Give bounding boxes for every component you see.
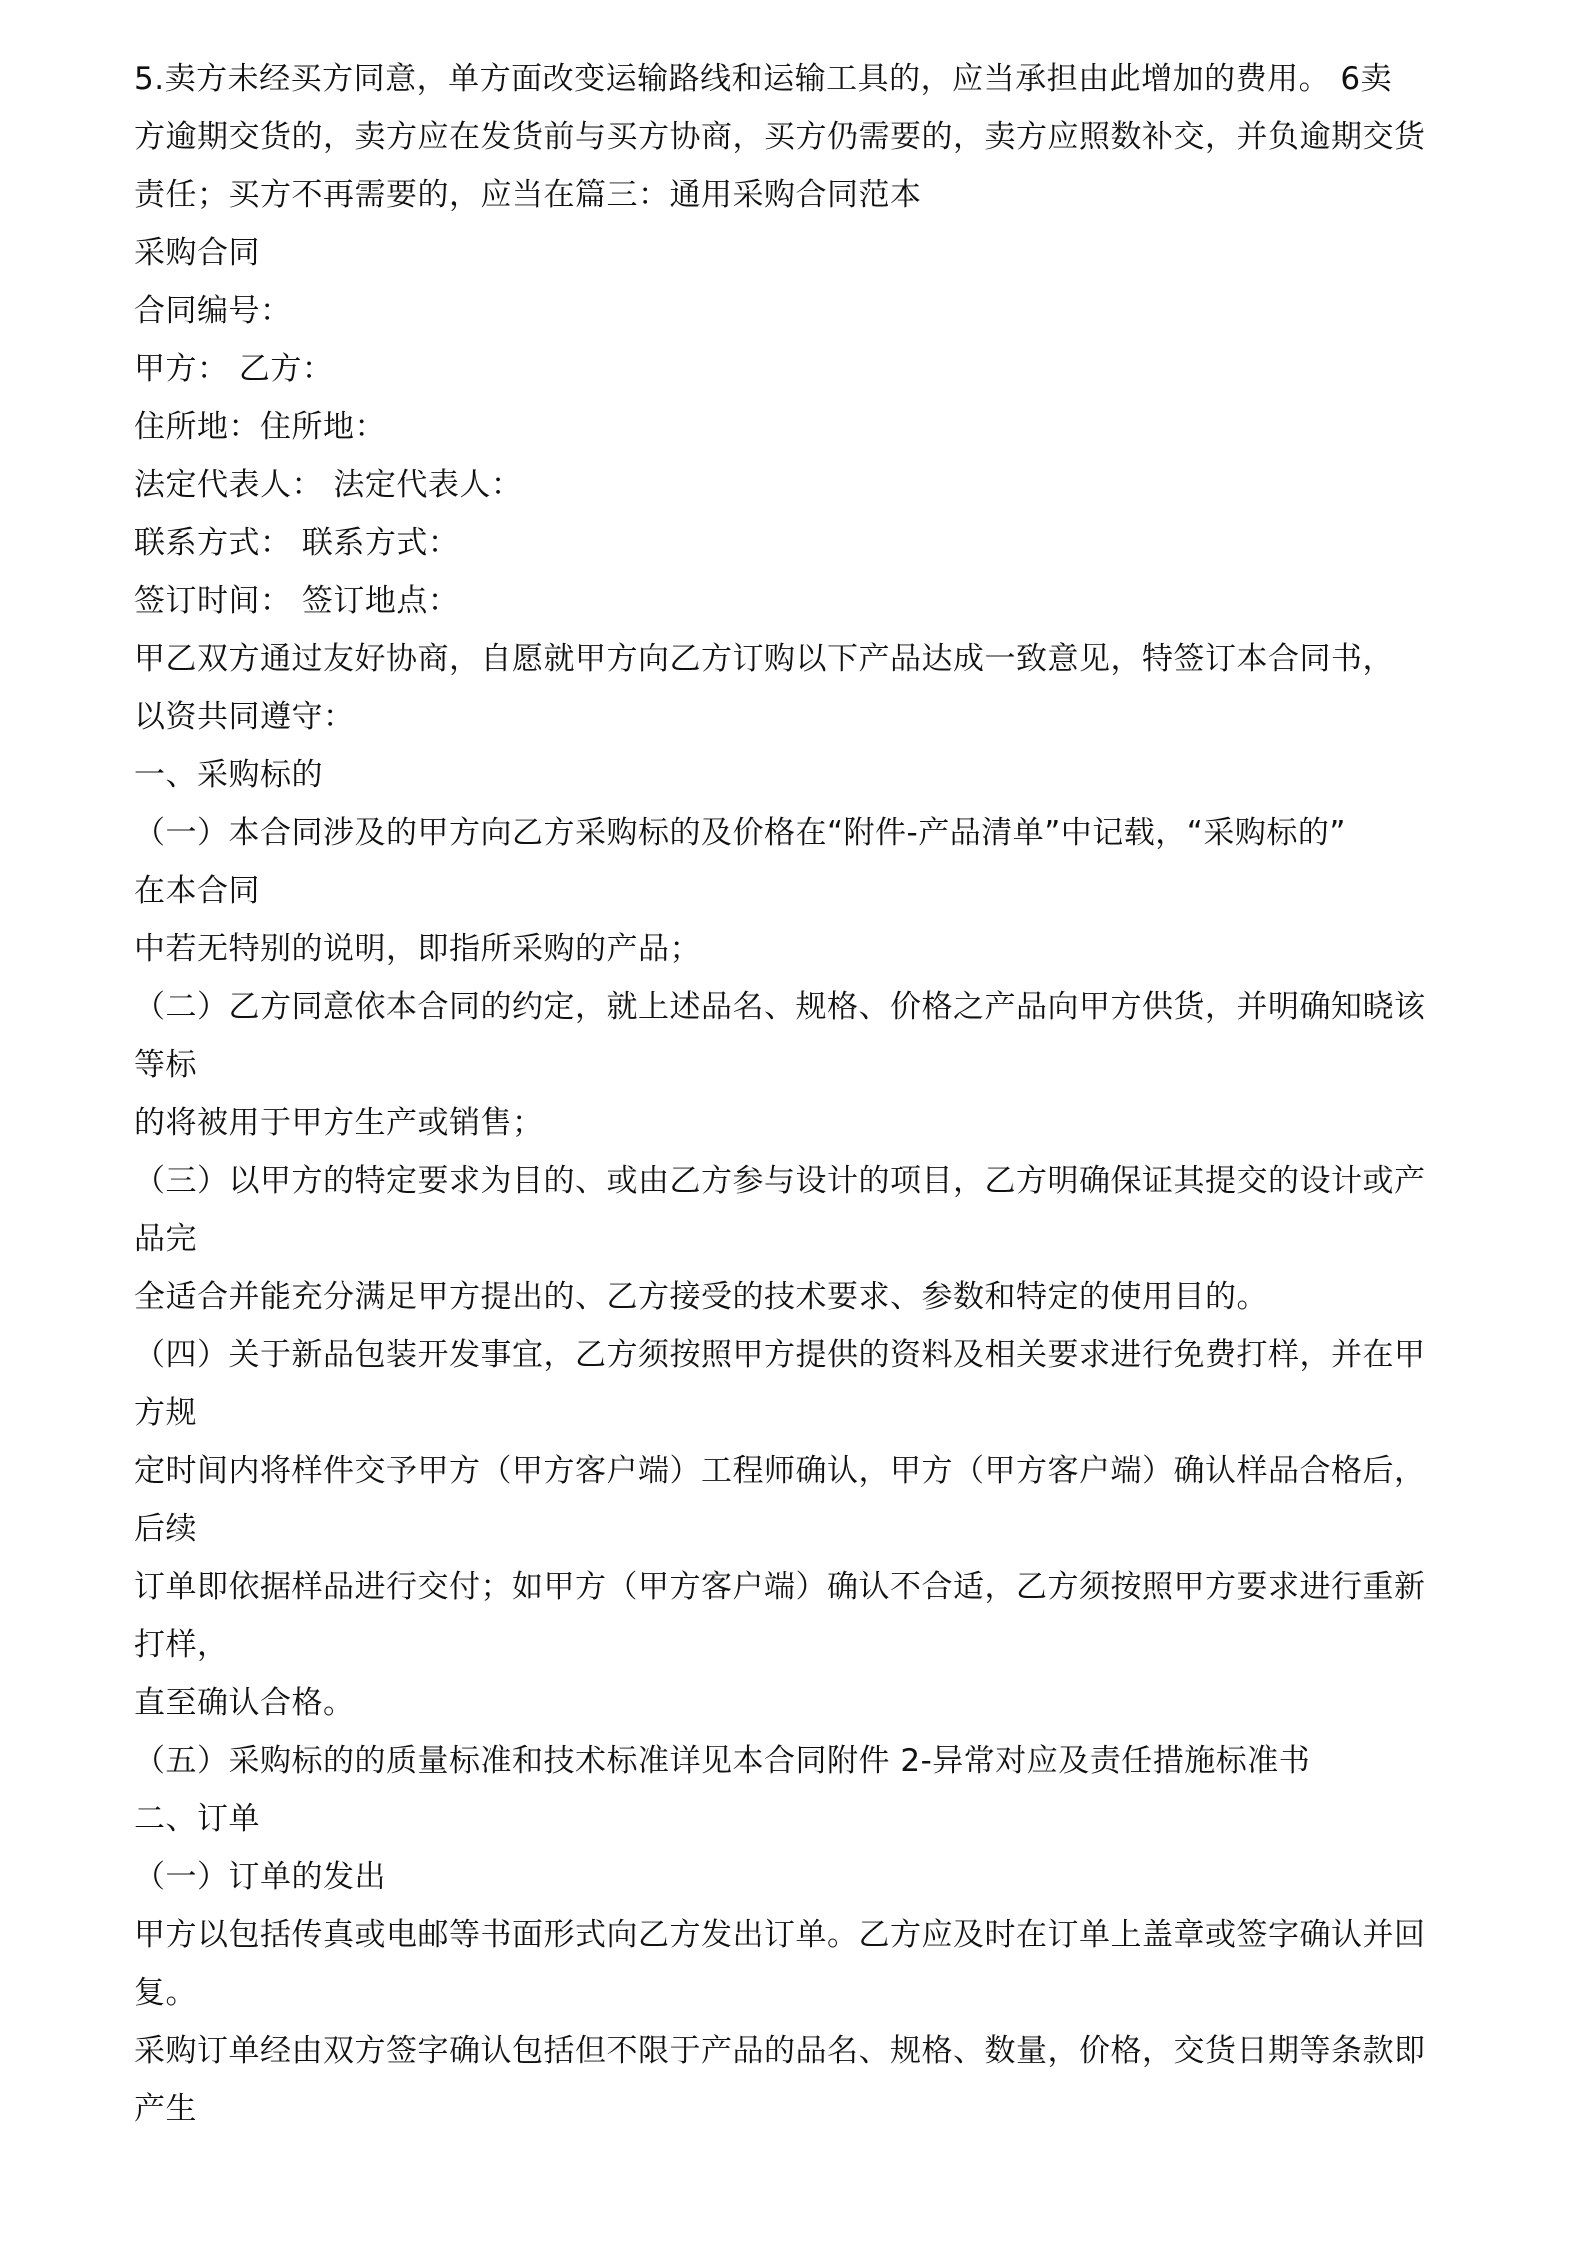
text-line: 品完 <box>134 1221 197 1257</box>
text-line: 甲乙双方通过友好协商，自愿就甲方向乙方订购以下产品达成一致意见，特签订本合同书， <box>134 641 1394 677</box>
representative-label: 法定代表人： 法定代表人： <box>134 467 523 503</box>
text-line: 中若无特别的说明，即指所采购的产品； <box>134 931 701 967</box>
section-heading: 二、订单 <box>134 1801 260 1837</box>
text-line: （三）以甲方的特定要求为目的、或由乙方参与设计的项目，乙方明确保证其提交的设计或产 <box>134 1163 1426 1199</box>
text-line: 打样， <box>134 1627 229 1663</box>
signing-label: 签订时间： 签订地点： <box>134 583 460 619</box>
text-line: 直至确认合格。 <box>134 1685 355 1721</box>
text-line: 复。 <box>134 1975 197 2011</box>
document-page <box>134 50 1474 2138</box>
text-line: 责任；买方不再需要的，应当在篇三：通用采购合同范本 <box>134 177 922 213</box>
text-line: 订单即依据样品进行交付；如甲方（甲方客户端）确认不合适，乙方须按照甲方要求进行重新 <box>134 1569 1426 1605</box>
text-line: 等标 <box>134 1047 197 1083</box>
party-label: 甲方： 乙方： <box>134 351 334 387</box>
text-line: 产生 <box>134 2091 197 2127</box>
text-line: 后续 <box>134 1511 197 1547</box>
text-line: 的将被用于甲方生产或销售； <box>134 1105 544 1141</box>
text-line: 方逾期交货的，卖方应在发货前与买方协商，买方仍需要的，卖方应照数补交，并负逾期交货 <box>134 119 1426 155</box>
address-label: 住所地：住所地： <box>134 409 386 445</box>
text-line: （一）本合同涉及的甲方向乙方采购标的及价格在“附件-产品清单”中记载，“采购标的” <box>134 815 1346 851</box>
text-line: 5.卖方未经买方同意，单方面改变运输路线和运输工具的，应当承担由此增加的费用。 6卖 <box>134 61 1393 97</box>
text-line: 甲方以包括传真或电邮等书面形式向乙方发出订单。乙方应及时在订单上盖章或签字确认并回 <box>134 1917 1426 1953</box>
text-line: 采购订单经由双方签字确认包括但不限于产品的品名、规格、数量，价格，交货日期等条款即 <box>134 2033 1426 2069</box>
text-line: （二）乙方同意依本合同的约定，就上述品名、规格、价格之产品向甲方供货，并明确知晓该 <box>134 989 1426 1025</box>
text-line: （五）采购标的的质量标准和技术标准详见本合同附件 2-异常对应及责任措施标准书 <box>134 1743 1311 1779</box>
subsection-heading: （一）订单的发出 <box>134 1859 386 1895</box>
text-line: 方规 <box>134 1395 197 1431</box>
section-heading: 一、采购标的 <box>134 757 323 793</box>
text-line: 以资共同遵守： <box>134 699 355 735</box>
text-line: 全适合并能充分满足甲方提出的、乙方接受的技术要求、参数和特定的使用目的。 <box>134 1279 1268 1315</box>
text-line: （四）关于新品包装开发事宜，乙方须按照甲方提供的资料及相关要求进行免费打样，并在甲 <box>134 1337 1426 1373</box>
contract-number-label: 合同编号： <box>134 293 292 329</box>
document-title: 采购合同 <box>134 235 260 271</box>
contact-label: 联系方式： 联系方式： <box>134 525 460 561</box>
text-line: 定时间内将样件交予甲方（甲方客户端）工程师确认，甲方（甲方客户端）确认样品合格后， <box>134 1453 1426 1489</box>
text-line: 在本合同 <box>134 873 260 909</box>
